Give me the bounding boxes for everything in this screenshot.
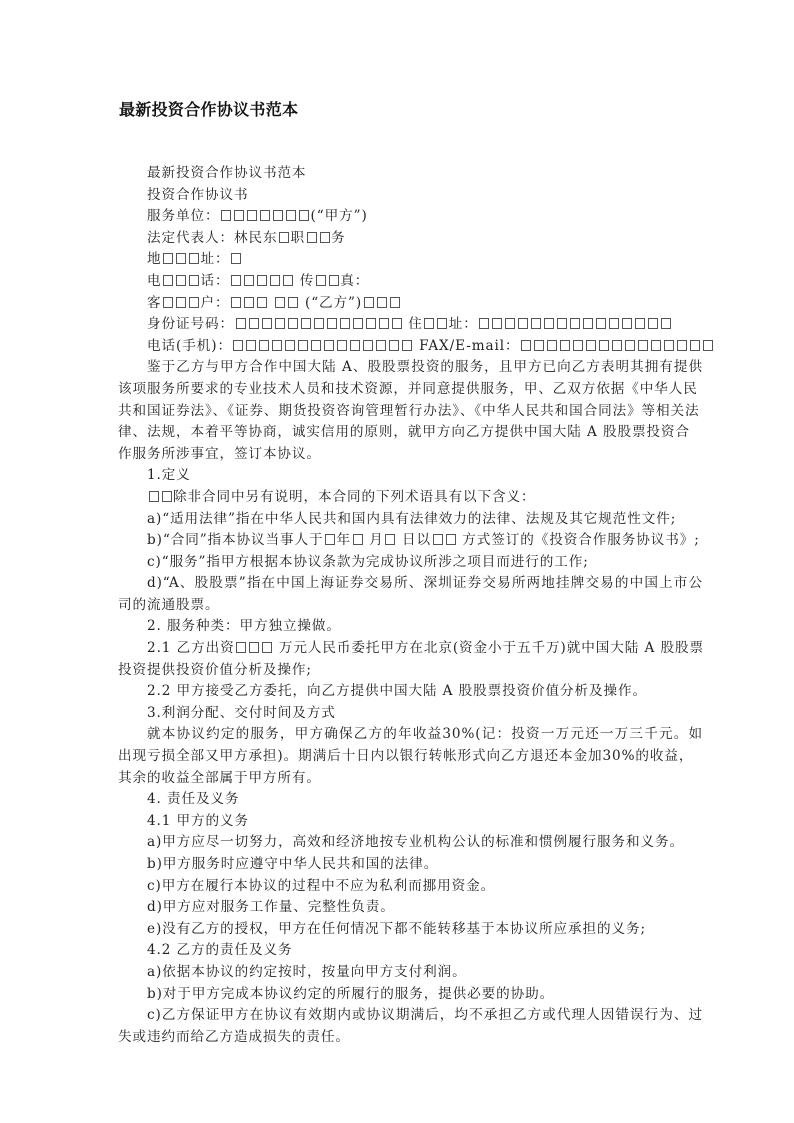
missing-glyph-box	[661, 318, 671, 329]
missing-glyph-box	[236, 642, 246, 653]
missing-glyph-box	[273, 210, 283, 221]
missing-glyph-box	[234, 210, 244, 221]
document-line	[118, 163, 678, 185]
document-line	[118, 724, 703, 746]
document-line-text: 除非合同中另有说明，本合同的下列术语具有以下含义：	[147, 489, 536, 505]
missing-glyph-box	[586, 340, 596, 351]
document-line-text: b)甲方服务时应遵守中华人民共和国的法律。	[147, 856, 439, 872]
document-line	[118, 271, 678, 293]
document-line	[118, 876, 678, 898]
document-line	[118, 487, 678, 509]
document-line	[118, 293, 678, 315]
missing-glyph-box	[377, 297, 387, 308]
missing-glyph-box	[163, 275, 173, 286]
missing-glyph-box	[479, 318, 489, 329]
missing-glyph-box	[307, 232, 317, 243]
document-line-text: 3.利润分配、交付时间及方式	[147, 704, 336, 721]
missing-glyph-box	[244, 275, 254, 286]
missing-glyph-box	[389, 340, 399, 351]
missing-glyph-box	[301, 318, 311, 329]
document-line-text: 电话(手机)： FAX/E-mail：	[147, 338, 715, 354]
missing-glyph-box	[233, 340, 243, 351]
missing-glyph-box	[446, 534, 456, 545]
missing-glyph-box	[249, 642, 259, 653]
missing-glyph-box	[163, 297, 173, 308]
document-line-text: 就本协议约定的服务，甲方确保乙方的年收益30%(记：投资一万元还一万三千元。如	[147, 726, 703, 743]
document-line	[118, 984, 678, 1006]
document-line-text: 4.1 甲方的义务	[147, 812, 250, 829]
missing-glyph-box	[231, 297, 241, 308]
document-line-text: 共和国证券法》、《证券、期货投资咨询管理暂行办法》、《中华人民共和国合同法》等相关法	[118, 402, 700, 419]
missing-glyph-box	[625, 340, 635, 351]
document-line-text: d)甲方应对服务工作量、完整性负责。	[147, 899, 395, 916]
document-line	[118, 249, 678, 271]
document-line-text: c)甲方在履行本协议的过程中不应为私利而挪用资金。	[147, 877, 496, 894]
document-line	[118, 962, 678, 984]
document-line-text: 该项服务所要求的专业技术人员和技术资源，并同意提供服务，甲、乙双方依据《中华人民	[118, 380, 698, 397]
missing-glyph-box	[366, 318, 376, 329]
missing-glyph-box	[314, 318, 324, 329]
missing-glyph-box	[505, 318, 515, 329]
missing-glyph-box	[340, 318, 350, 329]
missing-glyph-box	[189, 275, 199, 286]
missing-glyph-box	[424, 318, 434, 329]
document-line-text: 2. 服务种类：甲方独立操做。	[147, 618, 341, 635]
document-line-text: 失或违约而给乙方造成损失的责任。	[118, 1028, 350, 1045]
document-line-text: 鉴于乙方与甲方合作中国大陆 A、股股票投资的服务，且甲方已向乙方表明其拥有提供	[147, 359, 703, 376]
document-line	[118, 789, 678, 811]
missing-glyph-box	[189, 297, 199, 308]
missing-glyph-box	[518, 318, 528, 329]
missing-glyph-box	[311, 340, 321, 351]
document-line-text: 1.定义	[147, 467, 191, 484]
missing-glyph-box	[260, 210, 270, 221]
document-line-text: 电 话： 传 真：	[147, 272, 370, 289]
missing-glyph-box	[385, 534, 395, 545]
missing-glyph-box	[275, 318, 285, 329]
missing-glyph-box	[648, 318, 658, 329]
missing-glyph-box	[244, 297, 254, 308]
document-line-text: 司的流通股票。	[118, 596, 220, 613]
document-line	[118, 228, 678, 250]
missing-glyph-box	[279, 232, 289, 243]
missing-glyph-box	[337, 340, 347, 351]
missing-glyph-box	[299, 210, 309, 221]
document-line-text: 投资合作协议书	[147, 186, 249, 203]
missing-glyph-box	[324, 340, 334, 351]
missing-glyph-box	[285, 340, 295, 351]
missing-glyph-box	[521, 340, 531, 351]
missing-glyph-box	[599, 340, 609, 351]
document-title: 最新投资合作协议书范本	[119, 100, 299, 119]
missing-glyph-box	[557, 318, 567, 329]
missing-glyph-box	[149, 491, 159, 502]
missing-glyph-box	[573, 340, 583, 351]
document-line-text: 最新投资合作协议书范本	[147, 165, 307, 181]
missing-glyph-box	[364, 297, 374, 308]
document-line-text: 服务单位： (“甲方”)	[147, 208, 368, 225]
document-line-text: e)没有乙方的授权，甲方在任何情况下都不能转移基于本协议所应承担的义务;	[147, 920, 646, 937]
missing-glyph-box	[325, 534, 335, 545]
document-line-text: 身份证号码： 住 址：	[147, 316, 673, 332]
document-line	[118, 897, 678, 919]
document-line-text: a)甲方应尽一切努力，高效和经济地按专业机构公认的标准和惯例履行服务和义务。	[147, 834, 684, 851]
missing-glyph-box	[231, 253, 241, 264]
missing-glyph-box	[363, 340, 373, 351]
document-line-text: 作服务所涉事宜，签订本协议。	[118, 445, 321, 462]
document-line	[118, 336, 678, 358]
missing-glyph-box	[298, 340, 308, 351]
missing-glyph-box	[379, 318, 389, 329]
missing-glyph-box	[534, 340, 544, 351]
missing-glyph-box	[320, 232, 330, 243]
missing-glyph-box	[350, 340, 360, 351]
missing-glyph-box	[270, 275, 280, 286]
document-line-text: 地 址：	[147, 251, 243, 267]
missing-glyph-box	[690, 340, 700, 351]
document-line	[118, 746, 694, 768]
missing-glyph-box	[609, 318, 619, 329]
missing-glyph-box	[283, 275, 293, 286]
document-line	[118, 357, 703, 379]
document-line-text: 2.2 甲方接受乙方委托，向乙方提供中国大陆 A 股股票投资价值分析及操作。	[147, 683, 648, 700]
missing-glyph-box	[246, 340, 256, 351]
missing-glyph-box	[492, 318, 502, 329]
document-line	[118, 401, 700, 423]
missing-glyph-box	[570, 318, 580, 329]
document-line-text: c)“服务”指甲方根据本协议条款为完成协议所涉之项目而进行的工作;	[147, 553, 589, 570]
document-line-text: 律、法规，本着平等协商，诚实信用的原则，就甲方向乙方提供中国大陆 A 股股票投资合	[118, 424, 690, 441]
document-line	[118, 509, 678, 531]
document-line	[118, 530, 700, 552]
missing-glyph-box	[236, 318, 246, 329]
document-line-text: 4. 责任及义务	[147, 791, 240, 808]
missing-glyph-box	[544, 318, 554, 329]
missing-glyph-box	[353, 534, 363, 545]
document-line	[118, 552, 678, 574]
missing-glyph-box	[703, 340, 713, 351]
missing-glyph-box	[288, 318, 298, 329]
missing-glyph-box	[176, 253, 186, 264]
missing-glyph-box	[286, 210, 296, 221]
missing-glyph-box	[247, 210, 257, 221]
document-line	[118, 185, 678, 207]
document-line-text: b)对于甲方完成本协议约定的所履行的服务，提供必要的协助。	[147, 985, 555, 1002]
missing-glyph-box	[583, 318, 593, 329]
document-line-text: 客 户： (“乙方”)	[147, 295, 401, 311]
document-line-text: a)“适用法律”指在中华人民共和国内具有法律效力的法律、法规及其它规范性文件;	[147, 510, 677, 527]
missing-glyph-box	[664, 340, 674, 351]
document-line	[118, 1027, 678, 1049]
missing-glyph-box	[531, 318, 541, 329]
document-line	[118, 638, 704, 660]
document-line-text: c)乙方保证甲方在协议有效期内或协议期满后，均不承担乙方或代理人因错误行为、过	[147, 1007, 703, 1024]
document-line	[118, 832, 684, 854]
missing-glyph-box	[376, 340, 386, 351]
document-line	[118, 422, 690, 444]
document-line-text: a)依据本协议的约定按时，按量向甲方支付利润。	[147, 963, 467, 980]
missing-glyph-box	[288, 297, 298, 308]
missing-glyph-box	[176, 275, 186, 286]
document-body	[118, 163, 704, 1048]
document-line	[118, 616, 678, 638]
missing-glyph-box	[249, 318, 259, 329]
document-line	[118, 854, 678, 876]
missing-glyph-box	[437, 318, 447, 329]
missing-glyph-box	[651, 340, 661, 351]
missing-glyph-box	[392, 318, 402, 329]
missing-glyph-box	[257, 275, 267, 286]
document-line	[118, 919, 678, 941]
document-line-text: 4.2 乙方的责任及义务	[147, 942, 293, 959]
missing-glyph-box	[221, 210, 231, 221]
document-line-text: 投资提供投资价值分析及操作;	[118, 661, 312, 678]
document-line	[118, 940, 678, 962]
document-line	[118, 703, 678, 725]
missing-glyph-box	[257, 297, 267, 308]
document-line	[118, 595, 678, 617]
missing-glyph-box	[316, 275, 326, 286]
missing-glyph-box	[327, 318, 337, 329]
missing-glyph-box	[596, 318, 606, 329]
document-line	[118, 1005, 703, 1027]
missing-glyph-box	[262, 318, 272, 329]
document-line	[118, 573, 703, 595]
missing-glyph-box	[433, 534, 443, 545]
missing-glyph-box	[272, 340, 282, 351]
missing-glyph-box	[677, 340, 687, 351]
document-line	[118, 660, 678, 682]
missing-glyph-box	[402, 340, 412, 351]
missing-glyph-box	[635, 318, 645, 329]
missing-glyph-box	[275, 297, 285, 308]
missing-glyph-box	[390, 297, 400, 308]
document-line-text: 法定代表人：林民东 职 务	[147, 229, 346, 246]
missing-glyph-box	[162, 491, 172, 502]
missing-glyph-box	[262, 642, 272, 653]
document-line	[118, 379, 698, 401]
document-line	[118, 444, 678, 466]
missing-glyph-box	[259, 340, 269, 351]
document-line-text: b)“合同”指本协议当事人于 年 月 日以 方式签订的《投资合作服务协议书》;	[147, 532, 700, 549]
missing-glyph-box	[231, 275, 241, 286]
document-line	[118, 206, 678, 228]
missing-glyph-box	[329, 275, 339, 286]
missing-glyph-box	[622, 318, 632, 329]
missing-glyph-box	[638, 340, 648, 351]
missing-glyph-box	[547, 340, 557, 351]
document-line	[118, 681, 678, 703]
missing-glyph-box	[353, 318, 363, 329]
document-line-text: d)“A、股股票”指在中国上海证券交易所、深圳证券交易所两地挂牌交易的中国上市公	[147, 575, 703, 592]
document-line	[118, 465, 678, 487]
missing-glyph-box	[176, 297, 186, 308]
document-line-text: 2.1 乙方出资 万元人民币委托甲方在北京(资金小于五千万)就中国大陆 A 股股票	[147, 640, 704, 657]
document-line-text: 其余的收益全部属于甲方所有。	[118, 769, 321, 786]
document-line	[118, 811, 678, 833]
document-line	[118, 768, 678, 790]
document-line-text: 出现亏损全部又甲方承担)。期满后十日内以银行转帐形式向乙方退还本金加30%的收益，	[118, 748, 694, 765]
missing-glyph-box	[189, 253, 199, 264]
missing-glyph-box	[163, 253, 173, 264]
document-line	[118, 314, 678, 336]
missing-glyph-box	[612, 340, 622, 351]
missing-glyph-box	[560, 340, 570, 351]
